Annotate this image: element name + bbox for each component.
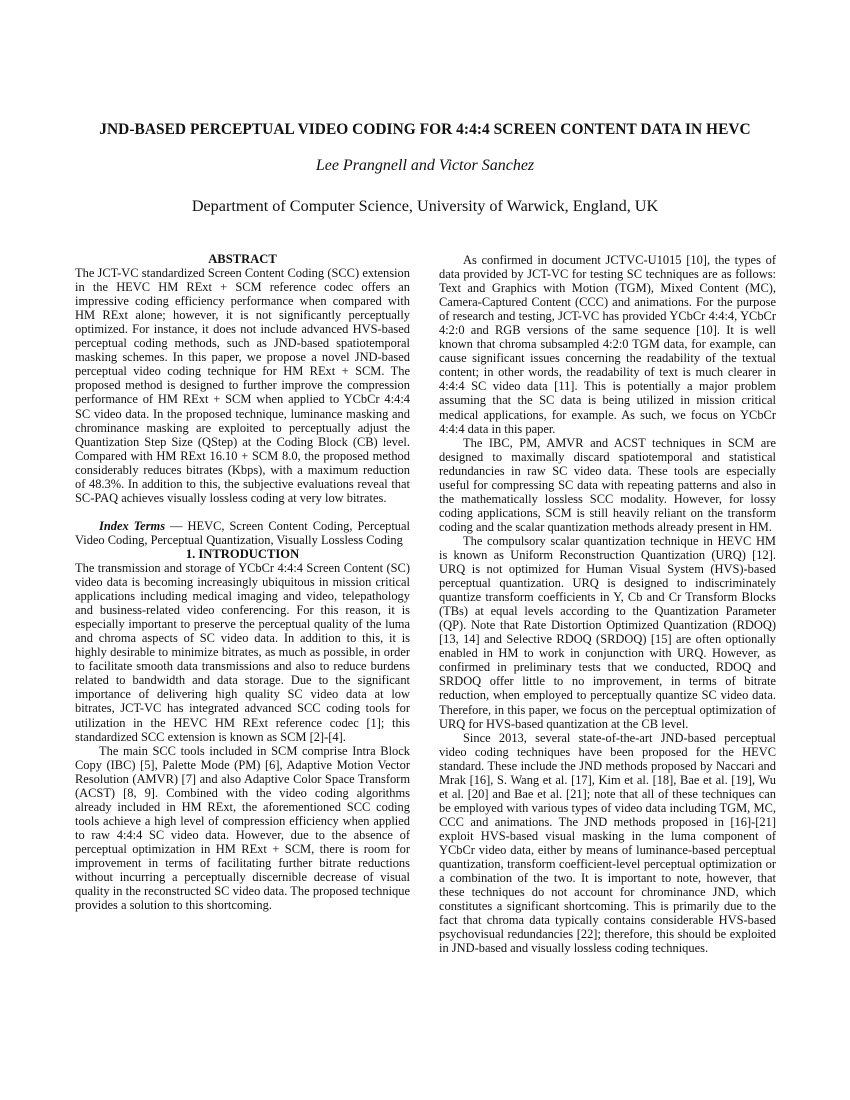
index-terms-label: Index Terms [99,518,166,533]
introduction-heading: 1. INTRODUCTION [185,546,300,561]
left-column [75,252,410,912]
index-terms [75,519,410,547]
right-paragraph-2: The IBC, PM, AMVR and ACST techniques in SCM are designed to maximally discard spatiotemporal and statistical redundancies in raw SC video data. These tools are especially useful for compressing SC data with repeating patterns and also in the mathematically lossless SCC modality. However, for lossy coding applications, SCM is still heavily reliant on the transform coding and the scalar quantization methods already present in HM. [439,435,776,534]
paper-title: JND-BASED PERCEPTUAL VIDEO CODING FOR 4:4:4 SCREEN CONTENT DATA IN HEVC [99,121,751,138]
intro-paragraph-1: The transmission and storage of YCbCr 4:4:4 Screen Content (SC) video data is becoming increasingly ubiquitous in mission critical applications including medical imaging and video, telepathology and business-related video conferencing. For this reason, it is especially important to preserve the perceptual quality of the luma and chroma aspects of SC video data. In addition to this, it is highly desirable to minimize bitrates, as much as possible, in order to facilitate smooth data transmissions and also to reduce burdens related to bandwidth and data storage. Due to the significant importance of delivering high quality SC video data at low bitrates, JCT-VC has integrated advanced SCC coding tools for utilization in the HEVC HM RExt reference codec [1]; this standardized SCC extension is known as SCM [2]-[4]. [75,560,410,744]
abstract-heading: ABSTRACT [208,252,277,266]
right-paragraph-1: As confirmed in document JCTVC-U1015 [10], the types of data provided by JCT-VC for testing SC techniques are as follows: Text and Graphics with Motion (TGM), Mixed Content (MC), Camera-Captured Content (CCC) and animations. For the purpose of research and testing, JCT-VC has provided YCbCr 4:4:4, YCbCr 4:2:0 and RGB versions of the same sequence [10]. It is well known that chroma subsampled 4:2:0 TGM data, for example, can cause significant issues concerning the readability of the textual content; in other words, the readability of text is much clearer in 4:4:4 SC video data [11]. This is potentially a major problem assuming that the SC data is being utilized in mission critical medical applications, for example. As such, we focus on YCbCr 4:4:4 data in this paper. [439,253,776,436]
abstract-text: The JCT-VC standardized Screen Content Coding (SCC) extension in the HEVC HM RExt + SCM reference codec offers an impressive coding efficiency performance when compared with HM RExt alone; however, it is not significantly perceptually optimized. For instance, it does not include advanced HVS-based perceptual coding methods, such as JND-based spatiotemporal masking schemes. In this paper, we propose a novel JND-based perceptual video coding technique for HM RExt + SCM. The proposed method is designed to further improve the compression performance of HM RExt + SCM when applied to YCbCr 4:4:4 SC video data. In the proposed technique, luminance masking and chrominance masking are exploited to perceptually adjust the Quantization Step Size (QStep) at the Coding Block (CB) level. Compared with HM RExt 16.10 + SCM 8.0, the proposed method considerably reduces bitrates (Kbps), with a maximum reduction of 48.3%. In addition to this, the subjective evaluations reveal that SC-PAQ achieves visually lossless coding at very low bitrates. [75,266,410,505]
right-paragraph-3: The compulsory scalar quantization technique in HEVC HM is known as Uniform Reconstruction Quantization (URQ) [12]. URQ is not optimized for Human Visual System (HVS)-based perceptual quantization. URQ is designed to indiscriminately quantize transform coefficients in Y, Cb and Cr Transform Blocks (TBs) at equal levels according to the Quantization Parameter (QP). Note that Rate Distortion Optimized Quantization (RDOQ) [13, 14] and Selective RDOQ (SRDOQ) [15] are often optionally enabled in HM to work in conjunction with URQ. However, as confirmed in preliminary tests that we conducted, RDOQ and SRDOQ offer little to no improvement, in terms of bitrate reduction, when employed to perceptually quantize SC video data. Therefore, in this paper, we focus on the perceptual optimization of URQ for HVS-based quantization at the CB level. [439,533,776,731]
paper-authors: Lee Prangnell and Victor Sanchez [315,157,535,174]
paper-affiliation: Department of Computer Science, University of Warwick, England, UK [191,197,659,215]
right-column [439,253,776,955]
right-paragraph-4: Since 2013, several state-of-the-art JND-based perceptual video coding techniques have been proposed for the HEVC standard. These include the JND methods proposed by Naccari and Mrak [16], S. Wang et al. [17], Kim et al. [18], Bae et al. [19], Wu et al. [20] and Bae et al. [21]; note that all of these techniques can be employed with various types of video data including TGM, MC, CCC and animations. The JND methods proposed in [16]-[21] exploit HVS-based visual masking in the luma component of YCbCr video data, either by means of luminance-based perceptual quantization, transform coefficient-level perceptual optimization or a combination of the two. It is important to note, however, that these techniques do not account for chrominance JND, which constitutes a significant shortcoming. This is primarily due to the fact that chroma data typically contains considerable HVS-based psychovisual redundancies [22]; therefore, this should be exploited in JND-based and visually lossless coding techniques. [439,730,776,956]
index-terms-text: — HEVC, Screen Content Coding, Perceptual Video Coding, Perceptual Quantization, Visually Lossless Coding [75,518,410,547]
intro-paragraph-2: The main SCC tools included in SCM comprise Intra Block Copy (IBC) [5], Palette Mode (PM) [6], Adaptive Motion Vector Resolution (AMVR) [7] and also Adaptive Color Space Transform (ACST) [8, 9]. Combined with the video coding algorithms already included in HM RExt, the aforementioned SCC coding tools achieve a high level of compression efficiency when applied to raw 4:4:4 SC video data. However, due to the absence of perceptual optimization in HM RExt + SCM, there is room for improvement in terms of facilitating further bitrate reductions without incurring a perceptually discernible decrease of visual quality in the reconstructed SC video data. The proposed technique provides a solution to this shortcoming. [75,743,410,913]
